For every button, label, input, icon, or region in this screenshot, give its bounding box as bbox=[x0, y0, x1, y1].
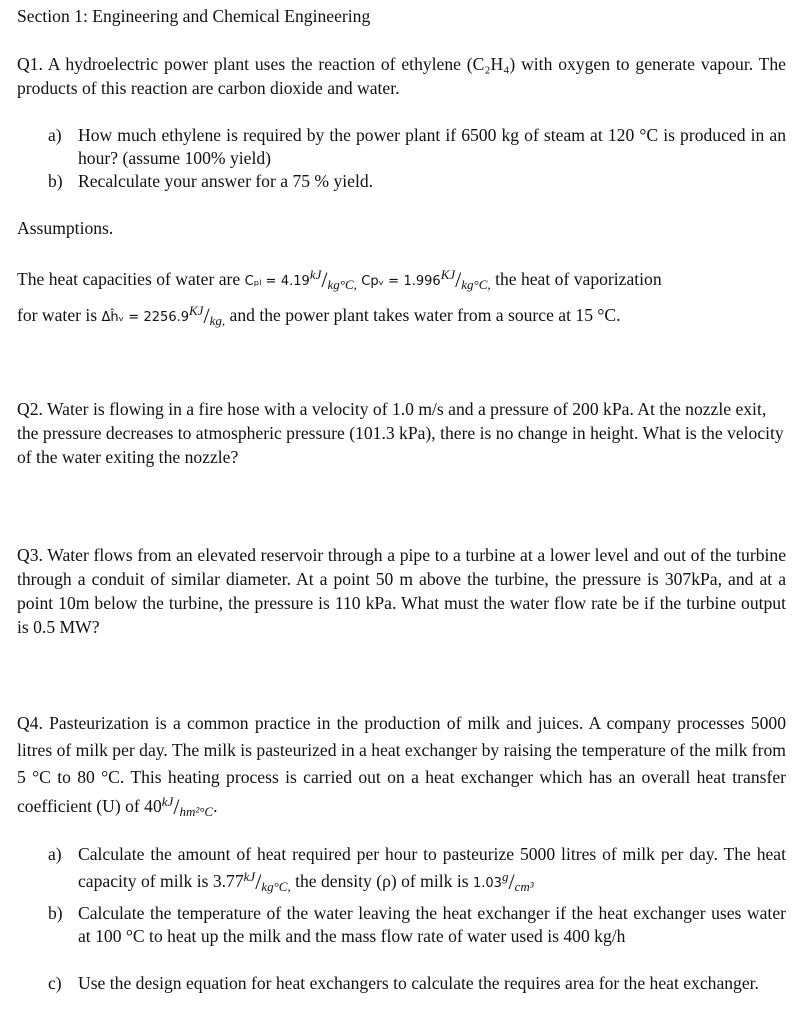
assumptions-line2-start: for water is bbox=[17, 305, 98, 325]
rho-unit-num: g bbox=[501, 869, 509, 884]
q4-intro-end: . bbox=[213, 796, 218, 816]
assumptions-line2-end: and the power plant takes water from a source at 15 °C. bbox=[229, 305, 621, 325]
q3-text: Q3. Water flows from an elevated reservoir through a pipe to a turbine at a lower level and out of the turbine through a conduit of similar diameter. At a point 50 m above the turbine, the pressure is 307kPa, and at a point 10m below the turbine, the pressure is 110 kPa. What must the water flow rate be if the turbine output is 0.5 MW? bbox=[17, 545, 786, 637]
u-unit-den: hm²°C bbox=[179, 804, 214, 819]
hv-symbol: Δĥᵥ = bbox=[101, 310, 140, 325]
cpl-unit-num: kJ bbox=[309, 267, 322, 282]
rho-unit-den: cm³ bbox=[514, 879, 534, 894]
q1-part-b-label: b) bbox=[48, 171, 63, 191]
milk-cp-den: kg°C, bbox=[261, 879, 291, 894]
hv-unit: $^{KJ}/_{kg,}$ bbox=[189, 303, 226, 328]
q4-intro-text: Q4. Pasteurization is a common practice in the production of milk and juices. A company processes 5000 litres of milk per day. The milk is pasteurized in a heat exchanger by raising the temperature of the milk from 5 °C to 80 °C. This heating process is carried out on a heat exchanger which has an overall heat transfer coefficient (U) of 40 bbox=[17, 713, 786, 816]
u-unit-num: kJ bbox=[161, 794, 174, 809]
milk-cp-num: kJ bbox=[243, 869, 256, 884]
hv-unit-num: KJ bbox=[189, 303, 204, 318]
assumptions-heading: Assumptions. bbox=[17, 218, 114, 238]
hv-value: 2256.9 bbox=[143, 310, 190, 325]
cpv-unit: $^{KJ}/_{kg^\circ C,}$ bbox=[440, 267, 491, 292]
q4-part-c-text: Use the design equation for heat exchangers to calculate the requires area for the heat exchanger. bbox=[78, 973, 759, 993]
q1-intro: Q1. A hydroelectric power plant uses the reaction of ethylene (C₂H₄) with oxygen to generate vapour. The products of this reaction are carbon dioxide and water. bbox=[17, 54, 786, 98]
cpl-symbol: Cₚₗ = bbox=[244, 274, 277, 289]
q1-part-b-text: Recalculate your answer for a 75 % yield. bbox=[78, 171, 374, 191]
cpl-unit: $^{kJ}/_{kg^\circ C,}$ bbox=[309, 267, 357, 292]
q4-part-b-label: b) bbox=[48, 903, 63, 923]
u-unit: $^{kJ}/_{hm^2^\circ C}$ bbox=[161, 794, 214, 819]
section-title: Section 1: Engineering and Chemical Engineering bbox=[17, 6, 371, 26]
q2-text: Q2. Water is flowing in a fire hose with a velocity of 1.0 m/s and a pressure of 200 kPa. At the nozzle exit, the pressure decreases to atmospheric pressure (101.3 kPa), there is no change in height. What is the velocity of the water exiting the nozzle? bbox=[17, 399, 784, 467]
assumptions-line-1 bbox=[17, 266, 786, 294]
milk-cp-unit: $^{kJ}/_{kg^\circ C,}$ bbox=[243, 869, 291, 894]
q4-part-a-text: Calculate the amount of heat required per hour to pasteurize 5000 litres of milk per day. The heat capacity of milk is 3.77 bbox=[78, 844, 786, 891]
hv-unit-den: kg, bbox=[209, 313, 226, 328]
q4-part-a-text-mid: the density (ρ) of milk is bbox=[295, 871, 469, 891]
assumptions-line-2 bbox=[17, 302, 786, 330]
cpv-unit-num: KJ bbox=[440, 267, 456, 282]
cpv-unit-den: kg°C, bbox=[461, 277, 491, 292]
assumptions-text-start: The heat capacities of water are bbox=[17, 269, 241, 289]
rho-value: 1.03 bbox=[472, 876, 502, 891]
q4-part-a-body bbox=[78, 842, 786, 896]
assumptions-text-end: the heat of vaporization bbox=[495, 269, 662, 289]
cpl-value: 4.19 bbox=[280, 274, 310, 289]
q4-part-b-text: Calculate the temperature of the water leaving the heat exchanger if the heat exchanger uses water at 100 °C to heat up the milk and the mass flow rate of water used is 400 kg/h bbox=[78, 903, 786, 946]
q4-part-c-label: c) bbox=[48, 973, 62, 993]
rho-unit: $^g/_{cm^3}$ bbox=[501, 869, 534, 894]
cpv-symbol: Cpᵥ = bbox=[361, 274, 400, 289]
q4-intro bbox=[17, 710, 786, 821]
q4-part-a-label: a) bbox=[48, 844, 62, 864]
cpl-unit-den: kg°C, bbox=[327, 277, 357, 292]
q1-part-a-label: a) bbox=[48, 125, 62, 145]
cpv-value: 1.996 bbox=[403, 274, 441, 289]
q1-part-a-text: How much ethylene is required by the power plant if 6500 kg of steam at 120 °C is produced in an hour? (assume 100% yield) bbox=[78, 125, 786, 168]
